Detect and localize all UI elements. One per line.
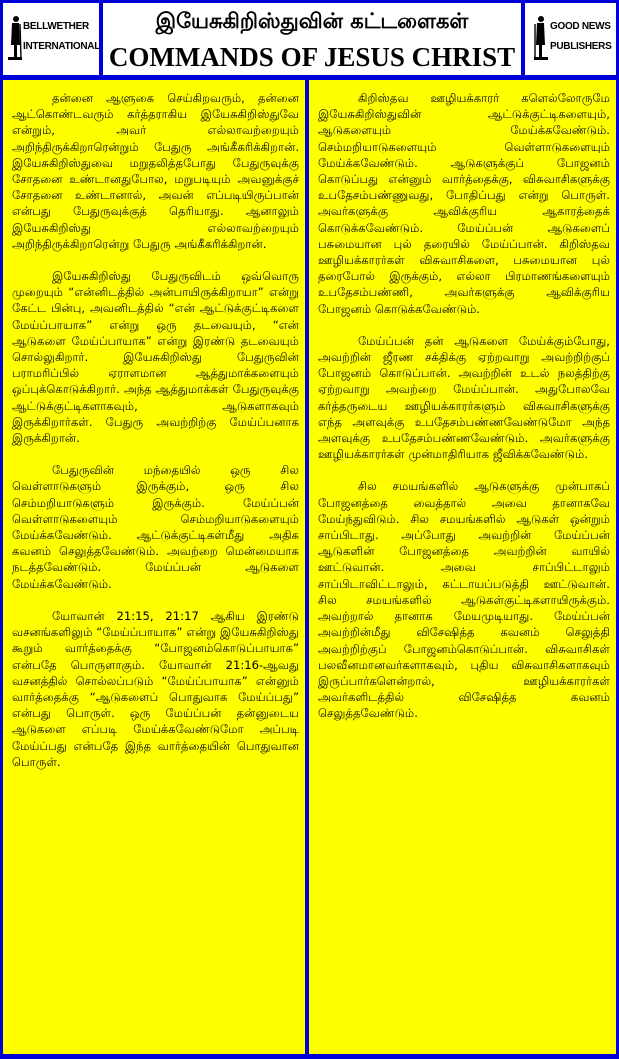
logo-text-left bbox=[23, 17, 100, 57]
shepherd-figure-icon bbox=[8, 15, 22, 61]
shepherd-figure-icon bbox=[534, 15, 548, 61]
paragraph: மேய்ப்பன் தன் ஆடுகளை மேய்க்கும்போது, அவற்றின் ஜீரண சக்திக்கு ஏற்றவாறு அவற்றிற்குப் போஜனம் கொடுப்பான். அவற்றின் உடல் நலத்திற்கு ஏற்றவாறு அவற்றை மேய்ப்பான். அதுபோலவே கர்த்தருடைய ஊழியக்காரர்களும் விசுவாசிகளுக்கு எந்த அளவுக்கு உபதேசம்பண்ணவேண்டுமோ அந்த அளவுக்கு உபதேசம்பண்ணவேண்டும். அவர்களுக்கு ஊழியக்காரர்கள் முன்மாதிரியாக ஜீவிக்கவேண்டும். bbox=[318, 333, 610, 462]
left-column bbox=[3, 80, 305, 1054]
title-banner bbox=[103, 3, 521, 75]
paragraph: பேதுருவின் மந்தையில் ஒரு சில வெள்ளாடுகளும் இருக்கும், ஒரு சில செம்மறியாடுகளும் இருக்கும். மேய்ப்பன் வெள்ளாடுகளையும் செம்மறியாடுகளையும் மேய்க்கவேண்டும். ஆட்டுக்குட்டிகள்மீது அதிக கவனம் செலுத்தவேண்டும். அவற்றை மென்மையாக நடத்தவேண்டும். மேய்ப்பன் ஆடுகளை மேய்க்கவேண்டும். bbox=[12, 463, 299, 591]
logo-left-line2: INTERNATIONAL bbox=[23, 41, 101, 52]
logo-bellwether bbox=[3, 3, 99, 75]
paragraph: யோவான் 21:15, 21:17 ஆகிய இரண்டு வசனங்களிலும் “மேய்ப்பாயாக” என்று இயேசுகிறிஸ்து கூறும் வார்த்தைக்கு “போஜனம்கொடுப்பாயாக” என்பதே பொருளாகும். யோவான் 21:16-ஆவது வசனத்தில் சொல்லப்படும் “மேய்ப்பாயாக” என்னும் வார்த்தைக்கு “ஆடுகளைப் பொதுவாக மேய்ப்பது” என்பது பொருள். ஒரு மேய்ப்பன் தன்னுடைய ஆடுகளை எப்படி மேய்க்கவேண்டுமோ அப்படி மேய்ப்பது என்பதே இந்த வார்த்தையின் பொதுவான பொருள். bbox=[12, 608, 299, 769]
logo-good-news bbox=[525, 3, 616, 75]
paragraph: சில சமயங்களில் ஆடுகளுக்கு முன்பாகப் போஜனத்தை வைத்தால் அவை தானாகவே மேய்ந்துவிடும். சில சமயங்களில் ஆடுகள் ஒன்றும் சாப்பிடாது. அப்போது அவற்றின் மேய்ப்பன் ஆடுகளின் போஜனத்தை அவற்றின் வாயில் ஊட்டுவான். அவை சாப்பிட்டாலும் சாப்பிடாவிட்டாலும், கட்டாயப்படுத்தி ஊட்டுவான். சில சமயங்களில் ஆடுகள்குட்டிகளாயிருக்கும். அவற்றால் தானாக மேயமுடியாது. மேய்ப்பன் அவற்றின்மீது விசேஷித்த கவனம் செலுத்தி அவற்றிற்குப் போஜனம்கொடுப்பான். விசுவாசிகள் பலவீனமானவர்களாகவும், புதிய விசுவாசிகளாகவும் இருப்பார்களென்றால், ஊழியக்காரர்கள் அவர்களிடத்தில் விசேஷித்த கவனம் செலுத்தவேண்டும். bbox=[318, 479, 610, 721]
page-title-english: COMMANDS OF JESUS CHRIST bbox=[108, 42, 516, 72]
page-title-tamil: இயேசுகிறிஸ்துவின் கட்டளைகள் bbox=[155, 9, 469, 33]
right-column bbox=[309, 80, 616, 1054]
logo-right-line1: GOOD NEWS bbox=[550, 21, 611, 32]
logo-right-line2: PUBLISHERS bbox=[550, 41, 612, 52]
paragraph: தன்னை ஆளுகை செய்கிறவரும், தன்னை ஆட்கொண்டவரும் கர்த்தராகிய இயேசுகிறிஸ்துவே என்றும், அவர் எல்லாவற்றையும் அறிந்திருக்கிறாரென்றும் பேதுரு அங்கீகரிக்கிறான். இயேசுகிறிஸ்துவை மறுதலித்தபோது பேதுருவுக்கு சோதனை உண்டானதுபோல, மறுபடியும் அவனுக்குச் சோதனை உண்டானால், அவன் எப்படியிருப்பான் என்பது பேதுருவுக்குத் தெரியாது. ஆனாலும் இயேசுகிறிஸ்து எல்லாவற்றையும் அறிந்திருக்கிறாரென்று பேதுரு அங்கீகரிக்கிறான். bbox=[12, 91, 299, 251]
logo-text-right bbox=[550, 17, 611, 57]
paragraph: இயேசுகிறிஸ்து பேதுருவிடம் ஒவ்வொரு முறையும் “என்னிடத்தில் அன்பாயிருக்கிறாயா” என்று கேட்ட பின்பு, அவனிடத்தில் “என் ஆட்டுக்குட்டிகளை மேய்ப்பாயாக” என்று ஒரு தடவையும், “என் ஆடுகளை மேய்ப்பாயாக” என்று இரண்டு தடவையும் சொல்லுகிறார். இயேசுகிறிஸ்து பேதுருவின் பராமரிப்பில் ஏராளமான ஆத்துமாக்களையும் ஒப்புக்கொடுக்கிறார். அந்த ஆத்துமாக்கள் பேதுருவுக்கு ஆட்டுக்குட்டிகளாகவும், ஆடுகளாகவும் இருக்கிறார்கள். பேதுரு அவற்றிற்கு மேய்ப்பனாக இருக்கிறான். bbox=[12, 269, 299, 446]
logo-left-line1: BELLWETHER bbox=[23, 21, 89, 32]
paragraph: கிறிஸ்தவ ஊழியக்காரர் களெல்லோருமே இயேசுகிறிஸ்துவின் ஆட்டுக்குட்டிகளையும், ஆடுகளையும் மேய்க்கவேண்டும். செம்மறியாடுகளையும் வெள்ளாடுகளையும் மேய்க்கவேண்டும். ஆடுகளுக்குப் போஜனம் கொடுப்பது என்னும் வார்த்தைக்கு, விசுவாசிகளுக்கு உபதேசம்பண்ணுவது, போதிப்பது என்று பொருள். அவர்களுக்கு ஆவிக்குரிய ஆகாரத்தைக் கொடுக்கவேண்டும். மேய்ப்பன் ஆடுகளைப் பசுமையான புல் தரையில் மேய்ப்பான். கிறிஸ்தவ ஊழியக்காரர்கள் விசுவாசிகளை, பசுமையான புல் தரைபோல் இருக்கும், எல்லா பிரமாணங்களையும் உபதேசம்பண்ணி, அவர்களுக்கு ஆவிக்குரிய போஜனம் கொடுக்கவேண்டும். bbox=[318, 91, 610, 316]
